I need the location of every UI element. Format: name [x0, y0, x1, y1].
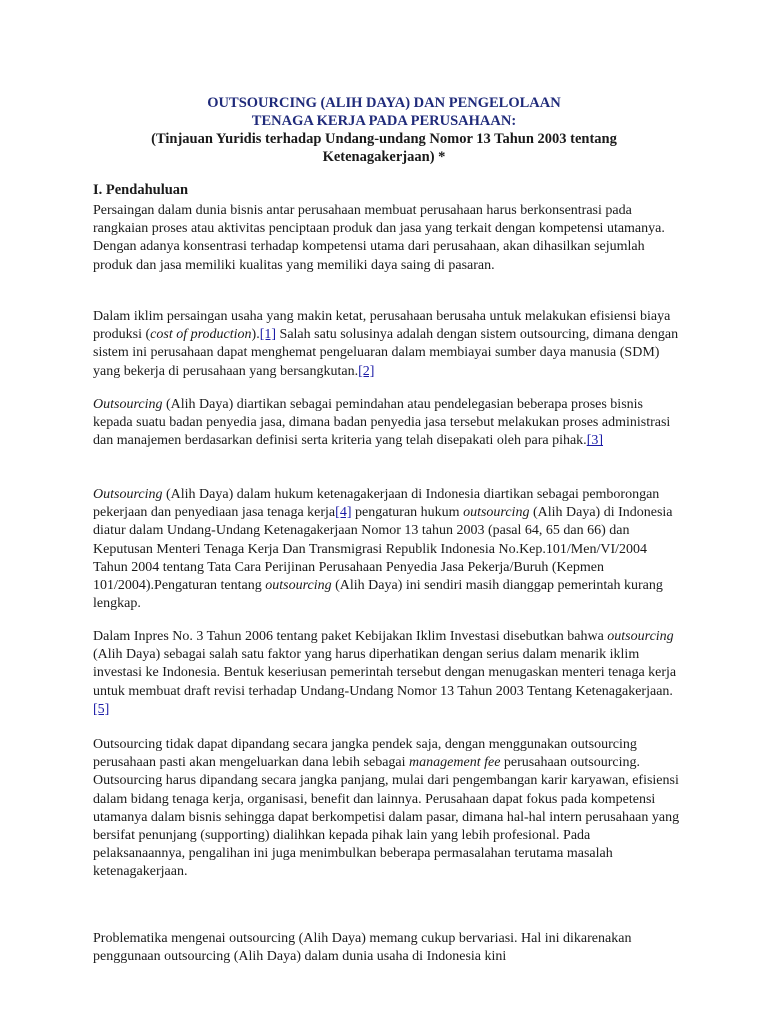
p6-text-a: Outsourcing tidak dapat dipandang secara jangka pendek saja, dengan menggunakan outsourcing perusahaan pasti akan mengeluarkan dana lebih sebagai	[93, 737, 637, 771]
paragraph-3	[93, 396, 683, 451]
p2-text-c: ).	[251, 327, 260, 343]
p3-italic-term: Outsourcing	[93, 397, 163, 412]
paragraph-6	[93, 736, 683, 882]
footnote-link-3[interactable]: [3]	[586, 433, 604, 449]
p5-italic-term: outsourcing	[607, 629, 674, 644]
paragraph-1	[93, 202, 683, 275]
paragraph-4	[93, 486, 683, 613]
title-line-1: OUTSOURCING (ALIH DAYA) DAN PENGELOLAAN	[207, 95, 561, 111]
p4-text-e: (Alih Daya) di Indonesia diatur dalam Undang-Undang Ketenagakerjaan Nomor 13 tahun 2003 (pasal 64, 65 dan 66) dan Keputusan Menteri Tenaga Kerja Dan Transmigrasi Republik Indonesia No.Kep.101/Men/VI/2004 Tahun 2004 tentang Tata Cara Perijinan Perusahaan Penyedia Jasa Pekerja/Buruh (Kepmen 101/2004).Pengaturan tentang	[93, 505, 673, 594]
p5-text-a: Dalam Inpres No. 3 Tahun 2006 tentang paket Kebijakan Iklim Investasi disebutkan bahwa	[93, 629, 608, 644]
title-line-2: TENAGA KERJA PADA PERUSAHAAN:	[251, 113, 517, 129]
paragraph-2	[93, 308, 683, 381]
paragraph-1-text: Persaingan dalam dunia bisnis antar perusahaan membuat perusahaan harus berkonsentrasi pada rangkaian proses atau aktivitas penciptaan produk dan jasa yang terkait dengan kompetensi utamanya. Dengan adanya konsentrasi terhadap kompetensi utama dari perusahaan, akan dihasilkan sejumlah produk dan jasa memiliki kualitas yang memiliki daya saing di pasaran.	[93, 203, 665, 273]
p4-italic-term-f: outsourcing	[265, 578, 332, 594]
p4-text-b: (Alih Daya) dalam hukum ketenagakerjaan di Indonesia diartikan sebagai pemborongan pekerjaan dan penyediaan jasa tenaga kerja	[93, 487, 660, 521]
footnote-link-5[interactable]: [5]	[93, 701, 110, 717]
p4-italic-term-d: outsourcing	[463, 505, 530, 521]
p2-text-a: Dalam iklim persaingan usaha yang makin ketat, perusahaan berusaha untuk melakukan efisiensi biaya produksi (	[93, 309, 671, 343]
p6-text-c: perusahaan outsourcing. Outsourcing harus dipandang secara jangka panjang, mulai dari pengembangan karir karyawan, efisiensi dalam bidang tenaga kerja, organisasi, benefit dan lainnya. Perusahaan dapat fokus pada kompetensi utamanya dalam bisnis sehingga dapat berkompetisi dalam pasar, dimana hal-hal intern perusahaan yang bersifat penunjang (supporting) dialihkan kepada pihak lain yang lebih profesional. Pada pelaksanaannya, pengalihan ini juga menimbulkan beberapa permasalahan terutama masalah ketenagakerjaan.	[93, 755, 680, 880]
paragraph-5	[93, 628, 683, 719]
footnote-link-4[interactable]: [4]	[335, 505, 352, 521]
p4-italic-term-a: Outsourcing	[93, 487, 163, 502]
p2-italic-term: cost of production	[150, 327, 252, 343]
footnote-link-1[interactable]: [1]	[259, 327, 277, 343]
paragraph-7-text: Problematika mengenai outsourcing (Alih Daya) memang cukup bervariasi. Hal ini dikarenakan penggunaan outsourcing (Alih Daya) dalam dunia usaha di Indonesia kini	[93, 931, 632, 965]
section-heading: I. Pendahuluan	[93, 182, 189, 198]
p5-text-c: (Alih Daya) sebagai salah satu faktor yang harus diperhatikan dengan serius dalam menarik iklim investasi ke Indonesia. Bentuk keseriusan pemerintah tersebut dengan menugaskan menteri tenaga kerja untuk membuat draft revisi terhadap Undang-Undang Nomor 13 Tahun 2003 Tentang Ketenagakerjaan.	[93, 647, 677, 699]
p4-text-c: pengaturan hukum	[351, 505, 464, 521]
paragraph-7	[93, 930, 683, 966]
p6-italic-term: management fee	[409, 755, 501, 771]
footnote-link-2[interactable]: [2]	[358, 363, 375, 379]
p3-text-b: (Alih Daya) diartikan sebagai pemindahan atau pendelegasian beberapa proses bisnis kepada suatu badan penyedia jasa, dimana badan penyedia jasa tersebut melakukan proses administrasi dan manajemen berdasarkan definisi serta kriteria yang telah disepakati oleh para pihak.	[93, 397, 671, 449]
subtitle-line-2: Ketenagakerjaan) *	[322, 149, 446, 165]
subtitle-line-1: (Tinjauan Yuridis terhadap Undang-undang Nomor 13 Tahun 2003 tentang	[151, 131, 617, 147]
p4-text-g: (Alih Daya) ini sendiri masih dianggap pemerintah kurang lengkap.	[93, 578, 663, 612]
document-title	[92, 94, 676, 166]
p2-text-d: Salah satu solusinya adalah dengan sistem outsourcing, dimana dengan sistem ini perusahaan dapat menghemat pengeluaran dalam membiayai sumber daya manusia (SDM) yang bekerja di perusahaan yang bersangkutan.	[93, 327, 679, 379]
